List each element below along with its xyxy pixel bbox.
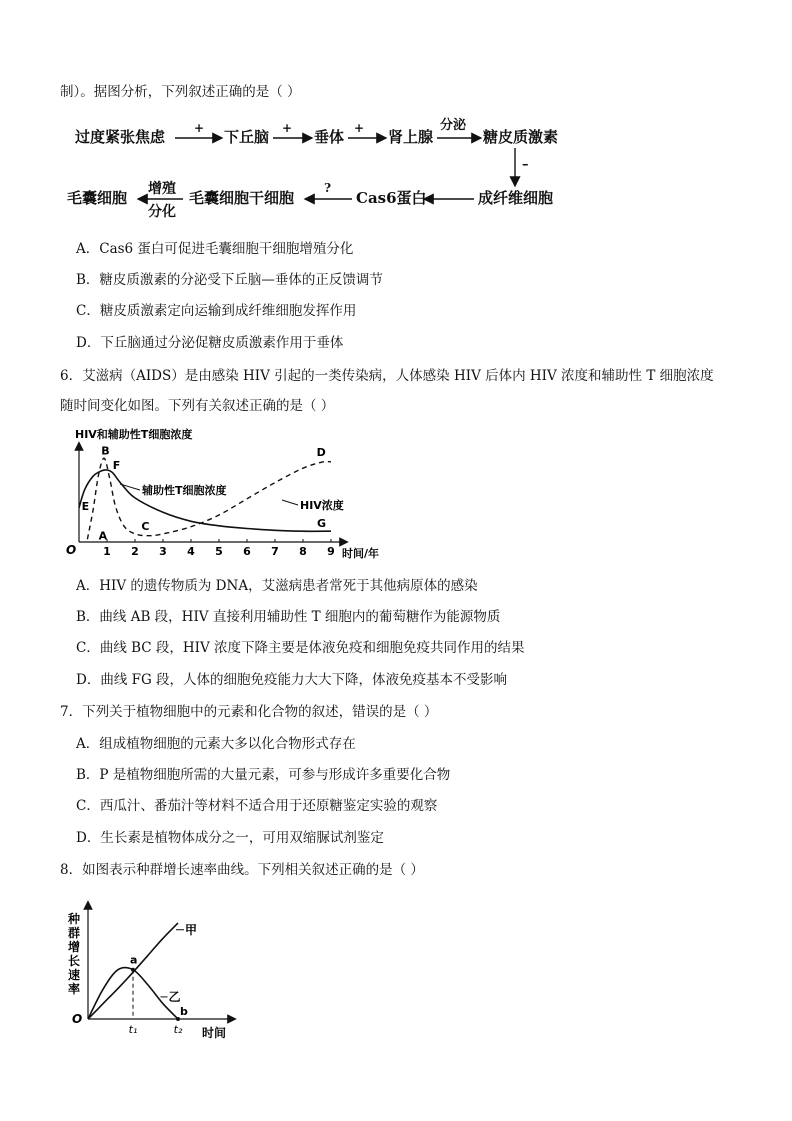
pop-point-label-a: a [130,953,138,967]
q5-option-b[interactable]: B．糖皮质激素的分泌受下丘脑—垂体的正反馈调节 [76,272,383,288]
flow-plus-2: + [282,121,293,135]
pop-y-axis-label-char: 速 [68,968,81,982]
hiv-x-axis-label: 时间/年 [342,547,380,560]
hiv-point-label-c: C [141,519,150,533]
q6-option-c[interactable]: C．曲线 BC 段，HIV 浓度下降主要是体液免疫和细胞免疫共同作用的结果 [76,640,525,656]
hiv-point-label-f: F [112,459,121,472]
q7-option-d[interactable]: D．生长素是植物体成分之一，可用双缩脲试剂鉴定 [76,830,384,846]
hiv-point-label-b: B [101,444,110,458]
pop-y-axis-label-char: 种 [68,912,81,926]
hiv-x-tick-label: 5 [215,545,223,558]
pop-y-axis-label-char: 增 [68,940,81,954]
flow-node-anxiety: 过度紧张焦虑 [75,128,166,146]
q8-stem: 8．如图表示种群增长速率曲线。下列相关叙述正确的是（ ） [60,862,424,878]
pop-point-a-dot [131,968,135,972]
pop-origin-label: O [72,1012,83,1026]
hiv-point-label-g: G [317,517,327,531]
hiv-x-tick-label: 2 [131,545,139,558]
q5-option-a[interactable]: A．Cas6 蛋白可促进毛囊细胞干细胞增殖分化 [76,241,354,257]
hiv-x-tick-label: 1 [103,545,111,558]
hiv-point-label-d: D [316,445,326,459]
flow-plus-3: + [354,121,365,135]
pop-series-label-yi: 乙 [168,989,181,1004]
hiv-chart-title: HIV和辅助性T细胞浓度 [75,428,193,441]
hiv-x-tick-label: 6 [243,545,251,558]
hiv-series-hiv [87,458,331,539]
flow-node-adrenal: 肾上腺 [388,128,434,146]
q7-option-b[interactable]: B．P 是植物细胞所需的大量元素，可参与形成许多重要化合物 [76,767,451,783]
pop-x-tick-label: t₁ [128,1023,138,1036]
flow-differentiate-label: 分化 [148,204,176,220]
pop-y-axis-label-char: 长 [68,954,81,968]
q6-option-d[interactable]: D．曲线 FG 段，人体的细胞免疫能力大大下降，体液免疫基本不受影响 [76,672,508,688]
hiv-annotation-hiv: HIV浓度 [300,499,344,512]
pop-y-axis-label-char: 群 [68,926,81,940]
q6-stem-line1: 6．艾滋病（AIDS）是由感染 HIV 引起的一类传染病，人体感染 HIV 后体内 HIV 浓度和辅助性 T 细胞浓度 [60,368,714,384]
flow-proliferate-label: 增殖 [148,181,176,197]
flow-node-follicle-stem-cell: 毛囊细胞干细胞 [189,189,295,207]
hiv-x-tick-label: 9 [327,545,335,558]
hiv-origin-label: O [66,543,77,557]
pop-point-label-b: b [180,1005,188,1018]
q7-stem: 7．下列关于植物细胞中的元素和化合物的叙述，错误的是（ ） [60,704,438,720]
pop-y-axis-label-char: 率 [68,982,81,996]
flow-node-cas6: Cas6蛋白 [356,189,427,207]
hiv-annotation-tcell: 辅助性T细胞浓度 [142,484,227,497]
hiv-x-tick-label: 8 [299,545,307,558]
hiv-point-label-e: E [81,499,90,513]
hiv-annotation-hiv-leader [282,500,298,505]
flow-arrows [0,0,792,240]
flow-secrete-label: 分泌 [440,118,467,133]
pop-x-axis-label: 时间 [202,1026,227,1040]
pop-point-labels [130,954,188,1021]
pop-x-ticks [129,1023,183,1036]
q6-option-b[interactable]: B．曲线 AB 段，HIV 直接利用辅助性 T 细胞内的葡萄糖作为能源物质 [76,609,501,625]
hiv-x-tick-label: 3 [159,545,167,558]
q7-option-a[interactable]: A．组成植物细胞的元素大多以化合物形式存在 [76,736,356,752]
q5-option-c[interactable]: C．糖皮质激素定向运输到成纤维细胞发挥作用 [76,303,357,319]
pop-y-axis-label [67,911,80,996]
hiv-x-tick-label: 4 [187,545,195,558]
q5-stem: 制）。据图分析，下列叙述正确的是（ ） [60,84,301,100]
pop-series-label-jia: 甲 [185,922,198,937]
hiv-x-tick-label: 7 [271,545,279,558]
flow-node-follicle-cell: 毛囊细胞 [67,189,128,207]
hiv-chart [60,420,420,565]
q5-option-d[interactable]: D．下丘脑通过分泌促糖皮质激素作用于垂体 [76,335,344,351]
q6-stem-line2: 随时间变化如图。下列有关叙述正确的是（ ） [60,398,335,414]
flow-node-glucocorticoid: 糖皮质激素 [483,128,559,146]
flow-node-pituitary: 垂体 [314,128,345,146]
hiv-series-tcell [79,470,331,531]
flow-node-fibroblast: 成纤维细胞 [478,189,554,207]
flow-question: ? [324,181,332,195]
q7-option-c[interactable]: C．西瓜汁、番茄汁等材料不适合用于还原糖鉴定实验的观察 [76,798,438,814]
q6-option-a[interactable]: A．HIV 的遗传物质为 DNA，艾滋病患者常死于其他病原体的感染 [76,578,478,594]
hiv-point-label-a: A [98,529,108,543]
flow-node-hypothalamus: 下丘脑 [224,128,270,146]
pop-x-tick-label: t₂ [173,1023,183,1036]
flow-minus: – [522,157,529,172]
population-growth-chart [60,895,260,1045]
flow-plus-1: + [194,121,205,135]
